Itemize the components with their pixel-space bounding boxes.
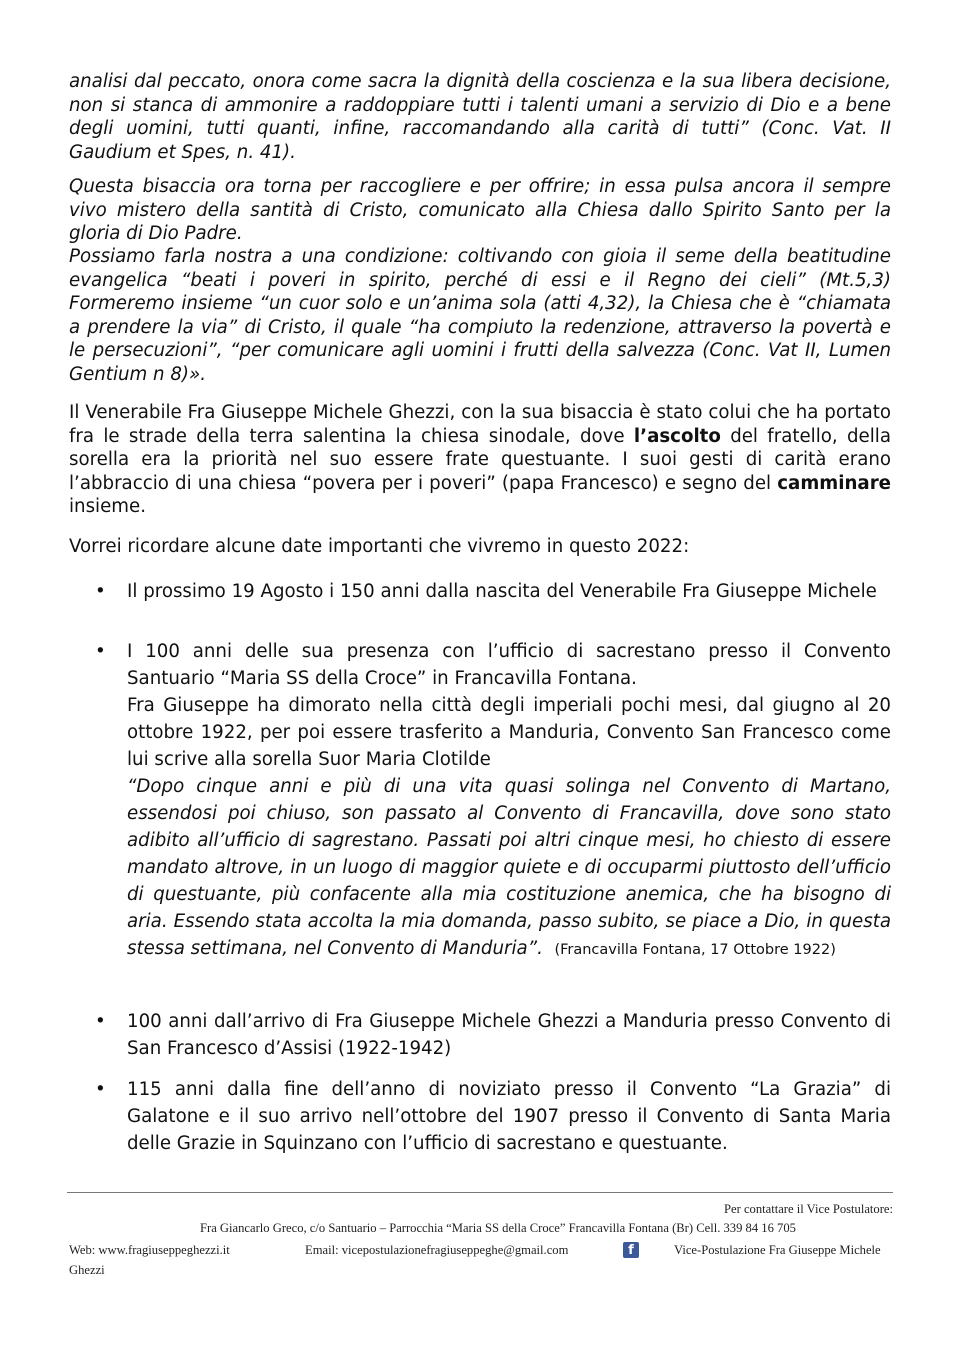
list-item-text: Il prossimo 19 Agosto i 150 anni dalla nascita del Venerabile Fra Giuseppe Michele xyxy=(127,581,877,602)
paragraph-bisaccia: Questa bisaccia ora torna per raccogliere e per offrire; in essa pulsa ancora il sempre vivo mistero della santità di Cristo, comunicato alla Chiesa dallo Spirito Santo per la gloria di Dio Padre. xyxy=(69,176,891,245)
footer-contact-title: Per contattare il Vice Postulatore: xyxy=(724,1202,893,1216)
list-item xyxy=(69,578,891,605)
paragraph-venerabile-part-c: insieme. xyxy=(69,496,146,518)
bullet-marker: • xyxy=(95,1079,106,1100)
bullet-list-4 xyxy=(69,1076,891,1157)
footer-contact-line: Fra Giancarlo Greco, c/o Santuario – Parrocchia “Maria SS della Croce” Francavilla Fontana (Br) Cell. 339 84 16 705 xyxy=(200,1221,796,1235)
bullet-marker: • xyxy=(95,581,106,602)
quote-block xyxy=(127,773,891,964)
bullet-list-2 xyxy=(69,638,891,964)
bold-camminare: camminare xyxy=(777,472,891,494)
list-item xyxy=(69,638,891,964)
footer-divider xyxy=(67,1192,893,1193)
list-item-text: I 100 anni delle sua presenza con l’ufficio di sacrestano presso il Convento Santuario “Maria SS della Croce” in Francavilla Fontana. xyxy=(127,641,891,689)
bullet-list-3 xyxy=(69,1008,891,1062)
paragraph-venerabile-part-a: Il Venerabile Fra Giuseppe Michele Ghezzi, con la sua bisaccia è stato colui che ha portato fra le strade della terra salentina la chiesa sinodale, dove xyxy=(69,402,891,447)
paragraph-venerabile xyxy=(69,401,891,519)
list-item xyxy=(69,1076,891,1157)
quote-reference: (Francavilla Fontana, 17 Ottobre 1922) xyxy=(554,942,836,958)
list-item-text: 115 anni dalla fine dell’anno di noviziato presso il Convento “La Grazia” di Galatone e il suo arrivo nell’ottobre del 1907 presso il Convento di Santa Maria delle Grazie in Squinzano con l’ufficio di sacrestano e questuante. xyxy=(127,1079,891,1154)
paragraph-beatitudine: Possiamo farla nostra a una condizione: coltivando con gioia il seme della beatitudine evangelica “beati i poveri in spirito, perché di essi e il Regno dei cieli” (Mt.5,3) Formeremo insieme “un cuor solo e un’anima sola (atti 4,32), la Chiesa che è “chiamata a prendere la via” di Cristo, il quale “ha compiuto la redenzione, attraverso la povertà e le persecuzioni”, “per comunicare agli uomini i frutti della salvezza (Conc. Vat II, Lumen Gentium n 8)». xyxy=(69,246,891,385)
bullet-marker: • xyxy=(95,1011,106,1032)
list-item-text: Fra Giuseppe ha dimorato nella città degli imperiali pochi mesi, dal giugno al 20 ottobre 1922, per poi essere trasferito a Manduria, Convento San Francesco come lui scrive alla sorella Suor Maria Clotilde xyxy=(127,695,891,770)
bold-ascolto: l’ascolto xyxy=(633,425,721,447)
facebook-link[interactable]: Vice-Postulazione Fra Giuseppe Michele xyxy=(674,1243,881,1257)
email-link[interactable]: Email: vicepostulazionefragiuseppeghe@gmail.com xyxy=(305,1243,569,1257)
facebook-icon[interactable]: f xyxy=(623,1242,639,1258)
list-item xyxy=(69,1008,891,1062)
website-link[interactable]: Web: www.fragiuseppeghezzi.it xyxy=(69,1243,230,1257)
list-item-text: 100 anni dall’arrivo di Fra Giuseppe Michele Ghezzi a Manduria presso Convento di San Francesco d’Assisi (1922-1942) xyxy=(127,1011,891,1059)
bullet-marker: • xyxy=(95,641,106,662)
bullet-list-1 xyxy=(69,578,891,605)
paragraph-gaudium-et-spes: analisi dal peccato, onora come sacra la dignità della coscienza e la sua libera decisione, non si stanca di ammonire a raddoppiare tutti i talenti umani a servizio di Dio e a bene degli uomini, tutti quanti, infine, raccomandando alla carità di tutti” (Conc. Vat. II Gaudium et Spes, n. 41). xyxy=(69,71,891,163)
footer-facebook-continued: Ghezzi xyxy=(69,1263,105,1277)
letter-quote: “Dopo cinque anni e più di una vita quasi solinga nel Convento di Martano, essendosi poi chiuso, son passato al Convento di Francavilla, dove sono stato adibito all’ufficio di sagrestano. Passati poi altri cinque mesi, ho chiesto di essere mandato altrove, in un luogo di maggior quiete e di occuparmi piuttosto dell’ufficio di questuante, più confacente alla mia costituzione anemica, che ha bisogno di aria. Essendo stata accolta la mia domanda, passo subito, se piace a Dio, in questa stessa settimana, nel Convento di Manduria”. xyxy=(127,776,891,959)
paragraph-venerabile-part-b: del fratello, della sorella era la priorità nel suo essere frate questuante. I suoi gesti di carità erano l’abbraccio di una chiesa “povera per i poveri” (papa Francesco) e segno del xyxy=(69,425,891,494)
paragraph-date-importanti: Vorrei ricordare alcune date importanti che vivremo in questo 2022: xyxy=(69,536,690,557)
